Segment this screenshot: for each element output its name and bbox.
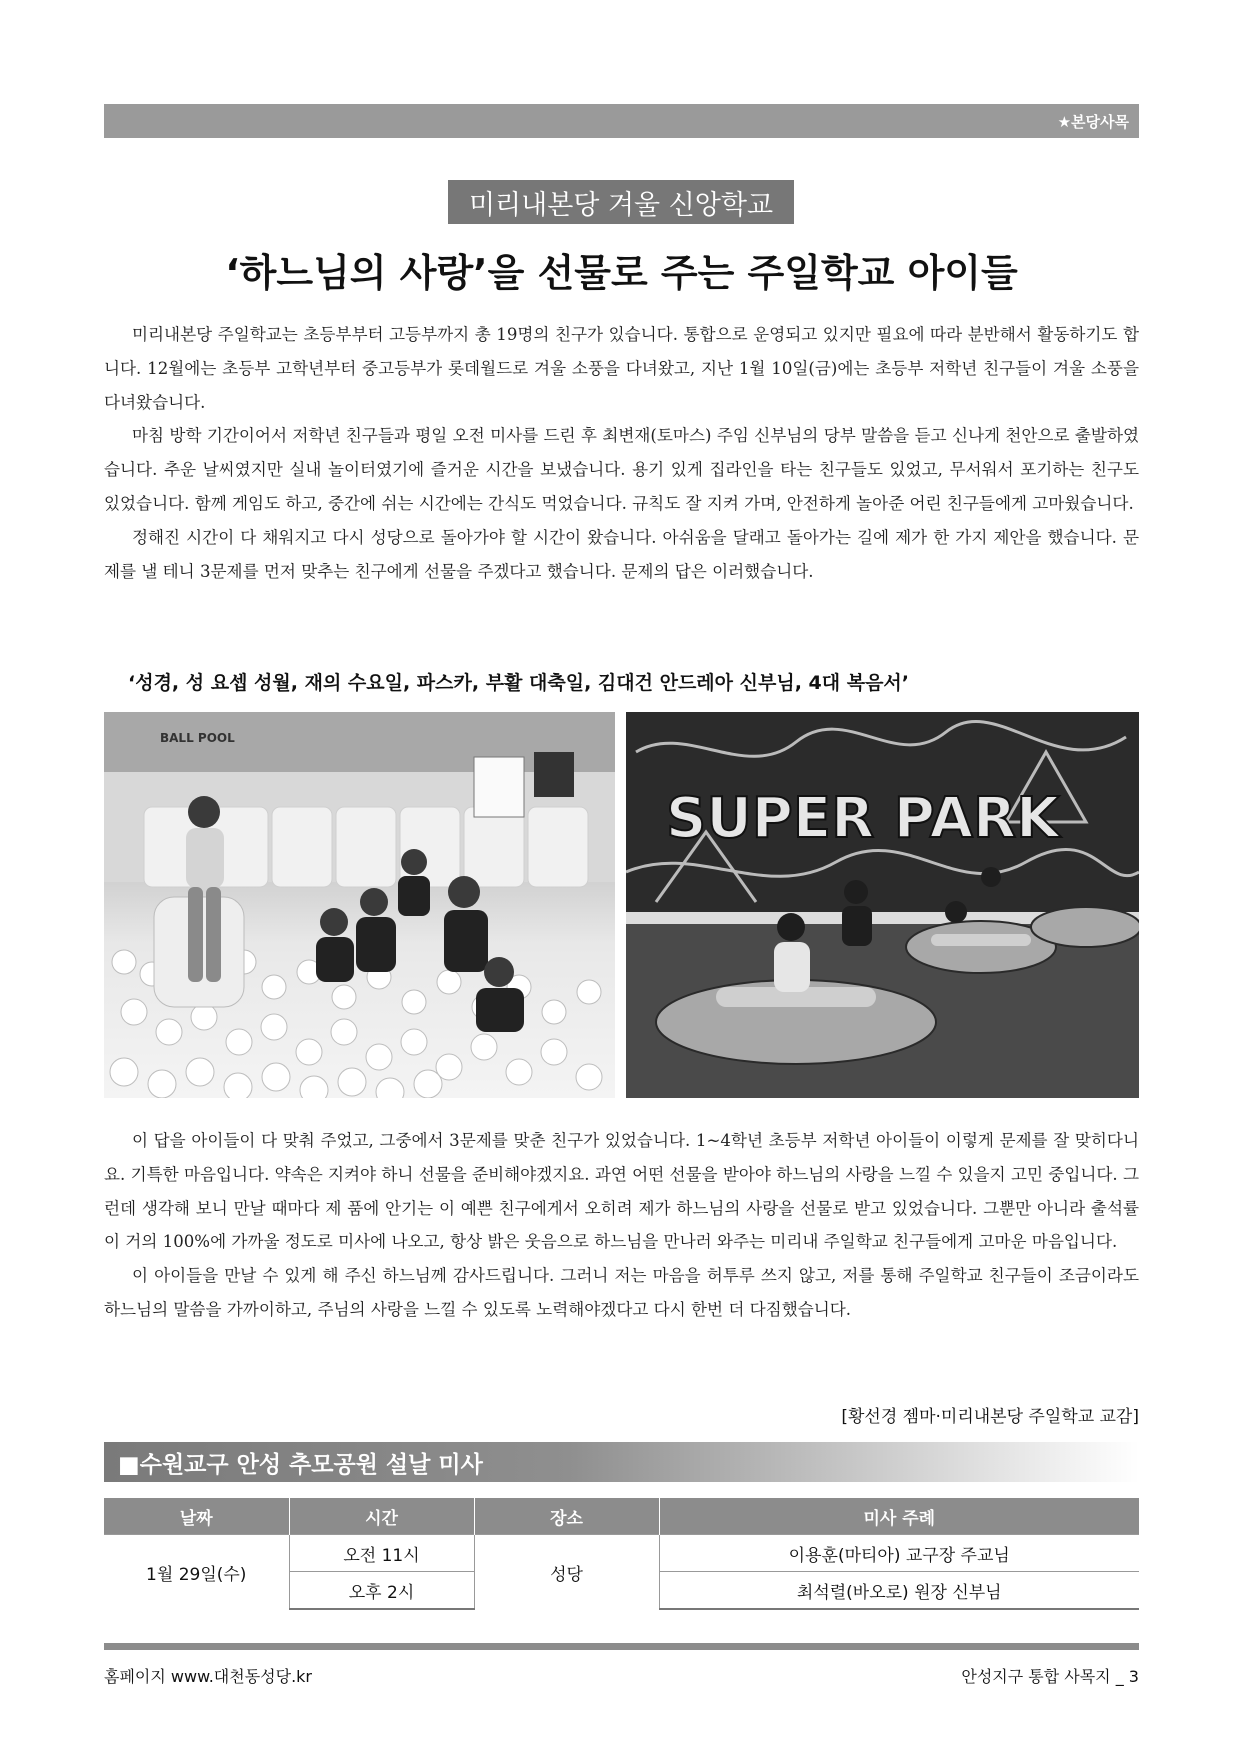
column-header: 시간 (289, 1498, 474, 1535)
date-cell: 1월 29일(수) (104, 1535, 289, 1610)
ball-pool-sign: BALL POOL (160, 731, 235, 745)
paragraph: 이 답을 아이들이 다 맞춰 주었고, 그중에서 3문제를 맞춘 친구가 있었습니다. 1~4학년 초등부 저학년 아이들이 이렇게 문제를 잘 맞히다니요. 기특한 마음입니다. 약속은 지켜야 하니 선물을 준비해야겠지요. 과연 어떤 선물을 받아야 하느님의 사랑을 느낄 수 있을지 고민 중입니다. 그런데 생각해 보니 만날 때마다 제 품에 안기는 이 예쁜 친구에게서 오히려 제가 하느님의 사랑을 선물로 받고 있었습니다. 그뿐만 아니라 출석률이 거의 100%에 가까울 정도로 미사에 나오고, 항상 밝은 웃음으로 하느님을 만나러 와주는 미리내 주일학교 친구들에게 고마운 마음입니다. (104, 1131, 1139, 1252)
mass-schedule-table (104, 1498, 1139, 1610)
paragraph: 이 아이들을 만날 수 있게 해 주신 하느님께 감사드립니다. 그러니 저는 마음을 허투루 쓰지 않고, 저를 통해 주일학교 친구들이 조금이라도 하느님의 말씀을 가까이하고, 주님의 사랑을 느낄 수 있도록 노력해야겠다고 다시 한번 더 다짐했습니다. (104, 1266, 1139, 1319)
time-cell: 오전 11시 (289, 1535, 474, 1572)
paragraph: 미리내본당 주일학교는 초등부부터 고등부까지 총 19명의 친구가 있습니다. 통합으로 운영되고 있지만 필요에 따라 분반해서 활동하기도 합니다. 12월에는 초등부 고학년부터 중고등부가 롯데월드로 겨울 소풍을 다녀왔고, 지난 1월 10일(금)에는 초등부 저학년 친구들이 겨울 소풍을 다녀왔습니다. (104, 325, 1139, 412)
article-body-bottom (104, 1124, 1139, 1327)
footer-divider (104, 1643, 1139, 1650)
notice-title: ■수원교구 안성 추모공원 설날 미사 (118, 1451, 483, 1478)
celebrant-cell: 이용훈(마티아) 교구장 주교님 (659, 1535, 1139, 1572)
paragraph: 마침 방학 기간이어서 저학년 친구들과 평일 오전 미사를 드린 후 최변재(토마스) 주임 신부님의 당부 말씀을 듣고 신나게 천안으로 출발하였습니다. 추운 날씨였지만 실내 놀이터였기에 즐거운 시간을 보냈습니다. 용기 있게 집라인을 타는 친구들도 있었고, 무서워서 포기하는 친구도 있었습니다. 함께 게임도 하고, 중간에 쉬는 시간에는 간식도 먹었습니다. 규칙도 잘 지켜 가며, 안전하게 놀아준 어린 친구들에게 고마웠습니다. (104, 426, 1139, 513)
ball-pool-illustration (104, 712, 615, 1098)
time-cell: 오후 2시 (289, 1572, 474, 1610)
paragraph: 정해진 시간이 다 채워지고 다시 성당으로 돌아가야 할 시간이 왔습니다. 아쉬움을 달래고 돌아가는 길에 제가 한 가지 제안을 했습니다. 문제를 낼 테니 3문제를 먼저 맞추는 친구에게 선물을 주겠다고 했습니다. 문제의 답은 이러했습니다. (104, 527, 1139, 581)
footer-homepage: 홈페이지 www.대천동성당.kr (104, 1667, 312, 1686)
place-cell: 성당 (474, 1535, 659, 1610)
author-byline: [황선경 젬마·미리내본당 주일학교 교감] (841, 1407, 1139, 1427)
column-header: 날짜 (104, 1498, 289, 1535)
article-body-top (104, 318, 1139, 588)
quiz-answers: ‘성경, 성 요셉 성월, 재의 수요일, 파스카, 부활 대축일, 김대건 안드레아 신부님, 4대 복음서’ (128, 672, 909, 694)
bumper-car-illustration (626, 712, 1139, 1098)
section-header-bar (104, 104, 1139, 138)
table-header-row (104, 1498, 1139, 1535)
super-park-mural: SUPER PARK (666, 786, 1060, 851)
section-label: ★본당사목 (1057, 112, 1129, 131)
column-header: 장소 (474, 1498, 659, 1535)
footer-page-number: 안성지구 통합 사목지 _ 3 (961, 1667, 1139, 1686)
article-title: ‘하느님의 사랑’을 선물로 주는 주일학교 아이들 (225, 251, 1018, 295)
notice-title-bar (104, 1442, 1139, 1482)
celebrant-cell: 최석렬(바오로) 원장 신부님 (659, 1572, 1139, 1610)
column-header: 미사 주례 (659, 1498, 1139, 1535)
table-row (104, 1535, 1139, 1572)
article-subtitle: 미리내본당 겨울 신앙학교 (448, 180, 794, 224)
photo-bumper-cars (626, 712, 1139, 1098)
photo-ball-pool (104, 712, 615, 1098)
